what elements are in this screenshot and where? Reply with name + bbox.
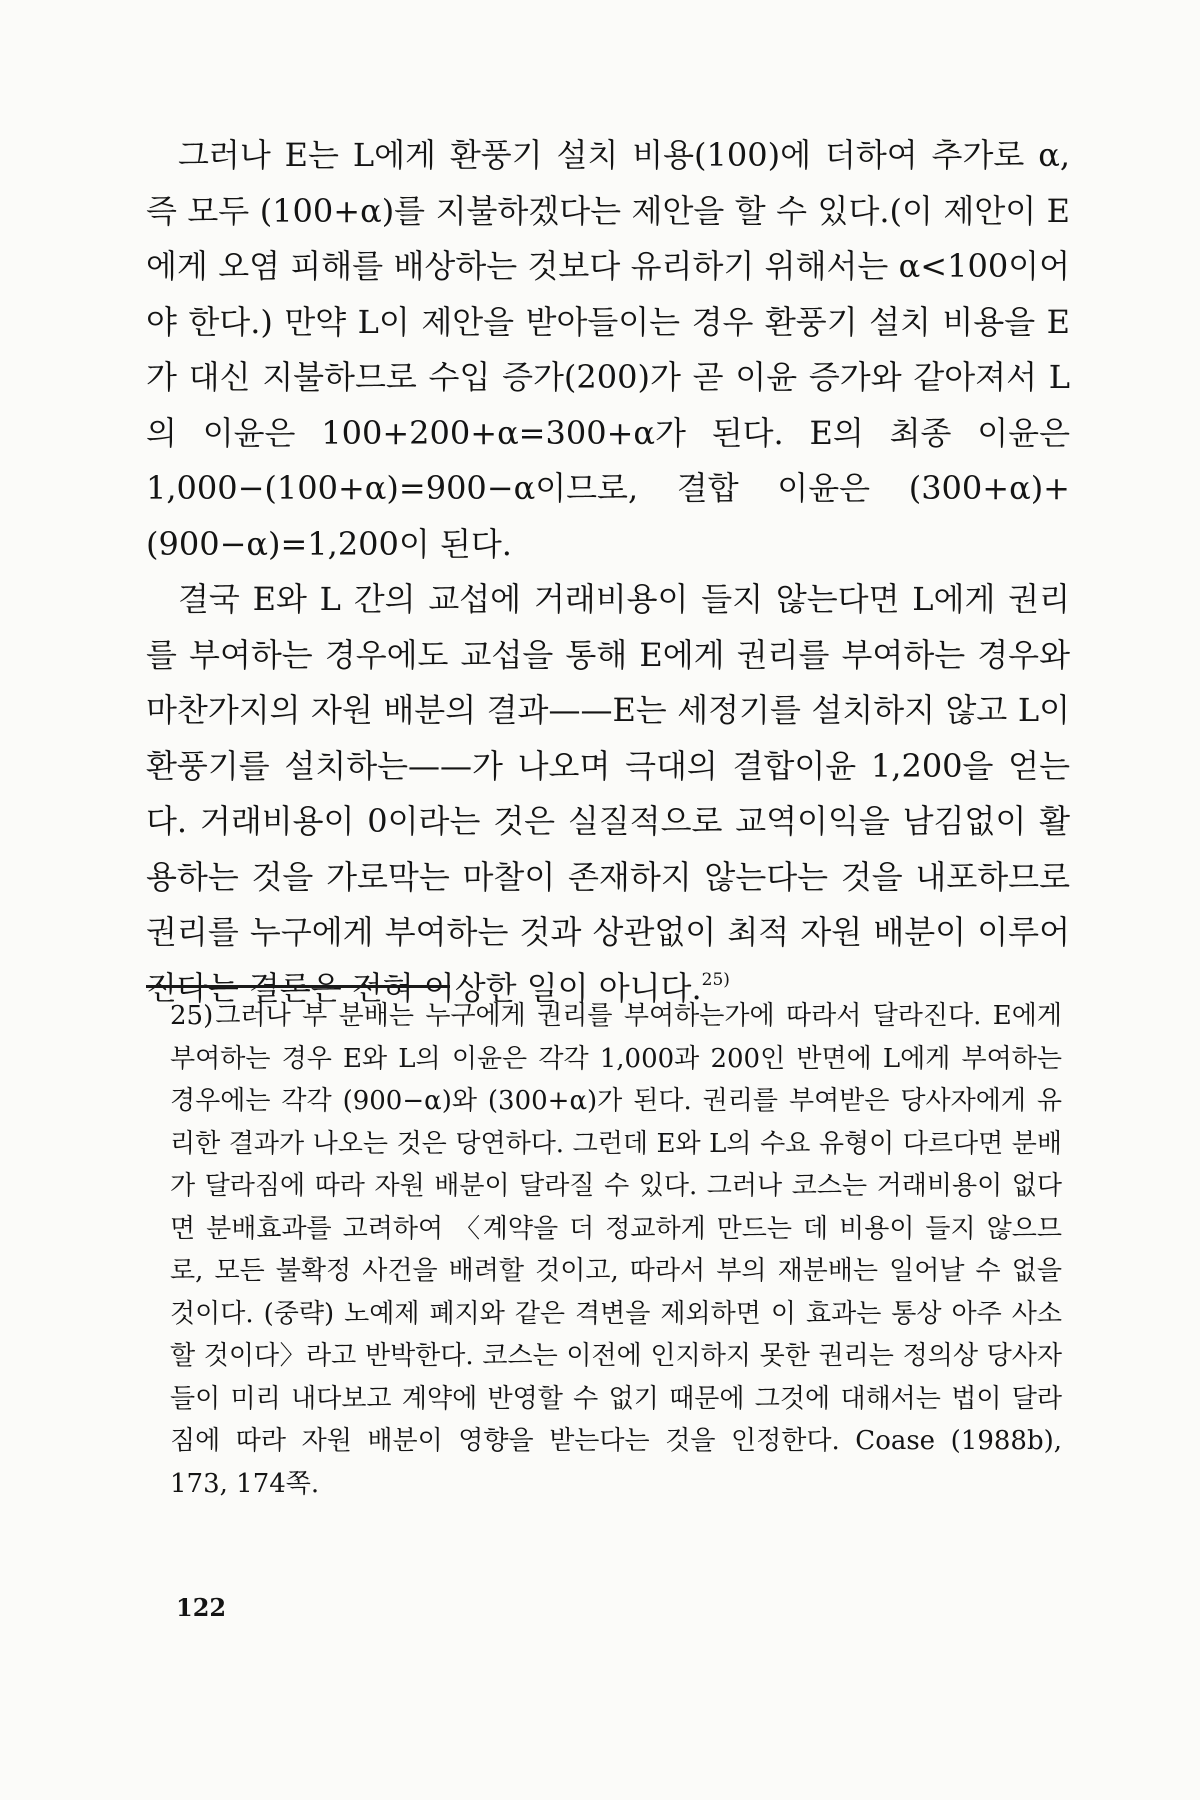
paragraph bbox=[146, 572, 1070, 1016]
footnote-text: 그러나 부 분배는 누구에게 권리를 부여하는가에 따라서 달라진다. E에게 부여하는 경우 E와 L의 이윤은 각각 1,000과 200인 반면에 L에게 부여하는 경우에는 각각 (900−α)와 (300+α)가 된다. 권리를 부여받은 당사자에게 유리한 결과가 나오는 것은 당연하다. 그런데 E와 L의 수요 유형이 다르다면 분배가 달라짐에 따라 자원 배분이 달라질 수 있다. 그러나 코스는 거래비용이 없다면 분배효과를 고려하여 〈계약을 더 정교하게 만드는 데 비용이 들지 않으므로, 모든 불확정 사건을 배려할 것이고, 따라서 부의 재분배는 일어날 수 없을 것이다. (중략) 노예제 폐지와 같은 격변을 제외하면 이 효과는 통상 아주 사소할 것이다〉라고 반박한다. 코스는 이전에 인지하지 못한 권리는 정의상 당사자들이 미리 내다보고 계약에 반영할 수 없기 때문에 그것에 대해서는 법이 달라짐에 따라 자원 배분이 영향을 받는다는 것을 인정한다. Coase (1988b), 173, 174쪽. bbox=[170, 1001, 1063, 1499]
main-text bbox=[146, 128, 1070, 1016]
footnote bbox=[170, 995, 1062, 1505]
page-number: 122 bbox=[176, 1593, 227, 1622]
paragraph-text: 결국 E와 L 간의 교섭에 거래비용이 들지 않는다면 L에게 권리를 부여하는 경우에도 교섭을 통해 E에게 권리를 부여하는 경우와 마찬가지의 자원 배분의 결과——E는 세정기를 설치하지 않고 L이 환풍기를 설치하는——가 나오며 극대의 결합이윤 1,200을 얻는다. 거래비용이 0이라는 것은 실질적으로 교역이익을 남김없이 활용하는 것을 가로막는 마찰이 존재하지 않는다는 것을 내포하므로 권리를 누구에게 부여하는 것과 상관없이 최적 자원 배분이 이루어진다는 결론은 전혀 이상한 일이 아니다. bbox=[146, 580, 1070, 1007]
footnote-number: 25) bbox=[170, 1001, 214, 1031]
footnote-reference[interactable]: 25) bbox=[701, 969, 730, 990]
paragraph bbox=[146, 128, 1070, 572]
paragraph-text: 그러나 E는 L에게 환풍기 설치 비용(100)에 더하여 추가로 α, 즉 모두 (100+α)를 지불하겠다는 제안을 할 수 있다.(이 제안이 E에게 오염 피해를 배상하는 것보다 유리하기 위해서는 α<100이어야 한다.) 만약 L이 제안을 받아들이는 경우 환풍기 설치 비용을 E가 대신 지불하므로 수입 증가(200)가 곧 이윤 증가와 같아져서 L의 이윤은 100+200+α=300+α가 된다. E의 최종 이윤은 1,000−(100+α)=900−α이므로, 결합 이윤은 (300+α)+(900−α)=1,200이 된다. bbox=[146, 136, 1070, 563]
footnote-divider bbox=[146, 985, 450, 988]
